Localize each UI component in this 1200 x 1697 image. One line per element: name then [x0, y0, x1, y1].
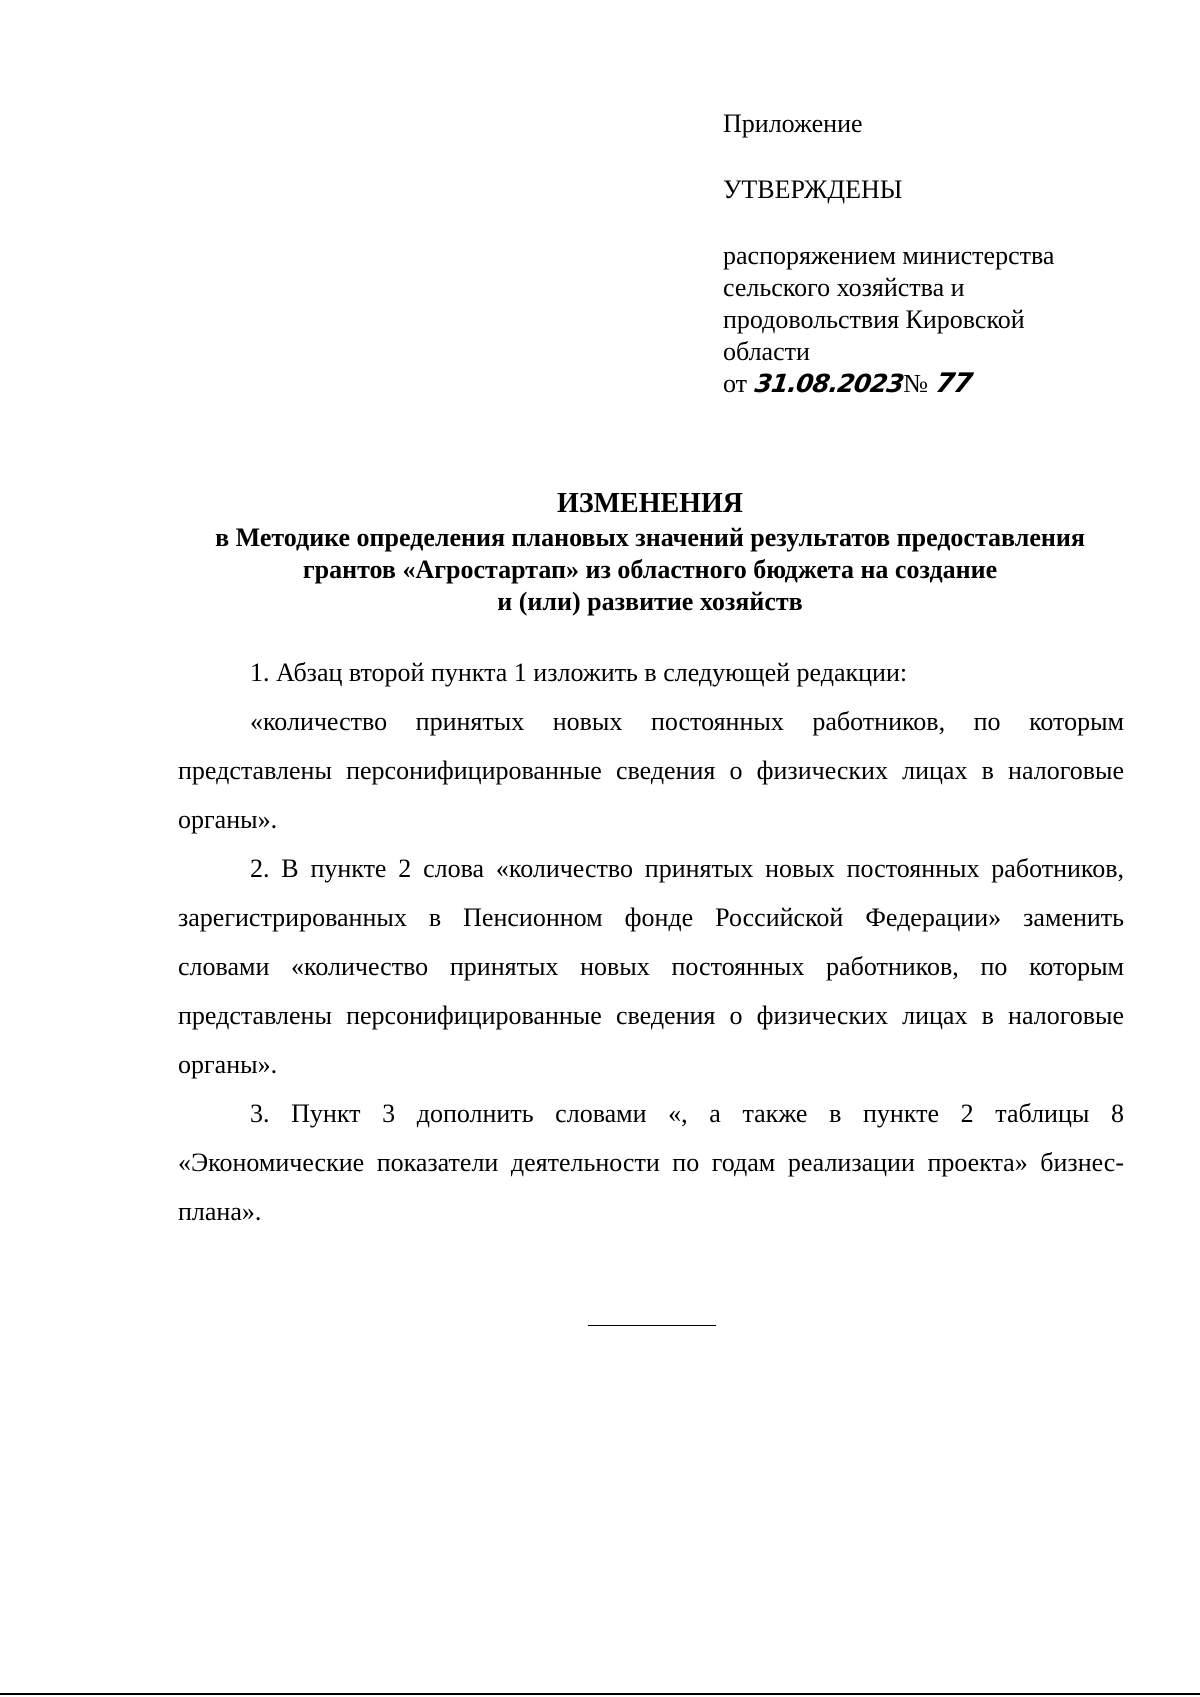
number-label: №	[903, 369, 928, 398]
approval-authority	[723, 240, 1123, 400]
appendix-label: Приложение	[723, 109, 863, 138]
title-line: и (или) развитие хозяйств	[497, 587, 803, 616]
item-2-paragraph: 2. В пункте 2 слова «количество принятых новых постоянных работников, зарегистрированных в Пенсионном фонде Российской Федерации» заменить словами «количество принятых новых постоянных работников, по которым представлены персонифицированные сведения о физических лицах в налоговые органы».	[178, 854, 1124, 1079]
item-1-paragraph: 1. Абзац второй пункта 1 изложить в следующей редакции:	[250, 658, 908, 687]
title-line: в Методике определения плановых значений результатов предоставления	[215, 523, 1085, 552]
title-heading: ИЗМЕНЕНИЯ	[557, 488, 743, 519]
title-line: грантов «Агростартап» из областного бюджета на создание	[302, 555, 998, 584]
item-3-paragraph: 3. Пункт 3 дополнить словами «, а также в пункте 2 таблицы 8 «Экономические показатели деятельности по годам реализации проекта» бизнес-плана».	[178, 1099, 1124, 1226]
authority-line: продовольствия Кировской	[723, 305, 1025, 334]
end-of-document-rule	[588, 1325, 716, 1326]
handwritten-number: 77	[933, 368, 974, 399]
page-bottom-edge	[0, 1693, 1200, 1695]
authority-line: распоряжением министерства	[723, 241, 1055, 270]
date-number-line	[723, 368, 1123, 400]
document-body	[178, 648, 1124, 1236]
date-prefix: от	[723, 369, 748, 398]
handwritten-date: 31.08.2023	[753, 369, 906, 398]
authority-line: сельского хозяйства и	[723, 273, 965, 302]
item-1-quote-paragraph: «количество принятых новых постоянных работников, по которым представлены персонифицированные сведения о физических лицах в налоговые органы».	[178, 707, 1124, 834]
approval-block	[723, 108, 1123, 400]
approved-label: УТВЕРЖДЕНЫ	[723, 175, 903, 204]
document-title	[160, 488, 1140, 618]
authority-line: области	[723, 337, 810, 366]
